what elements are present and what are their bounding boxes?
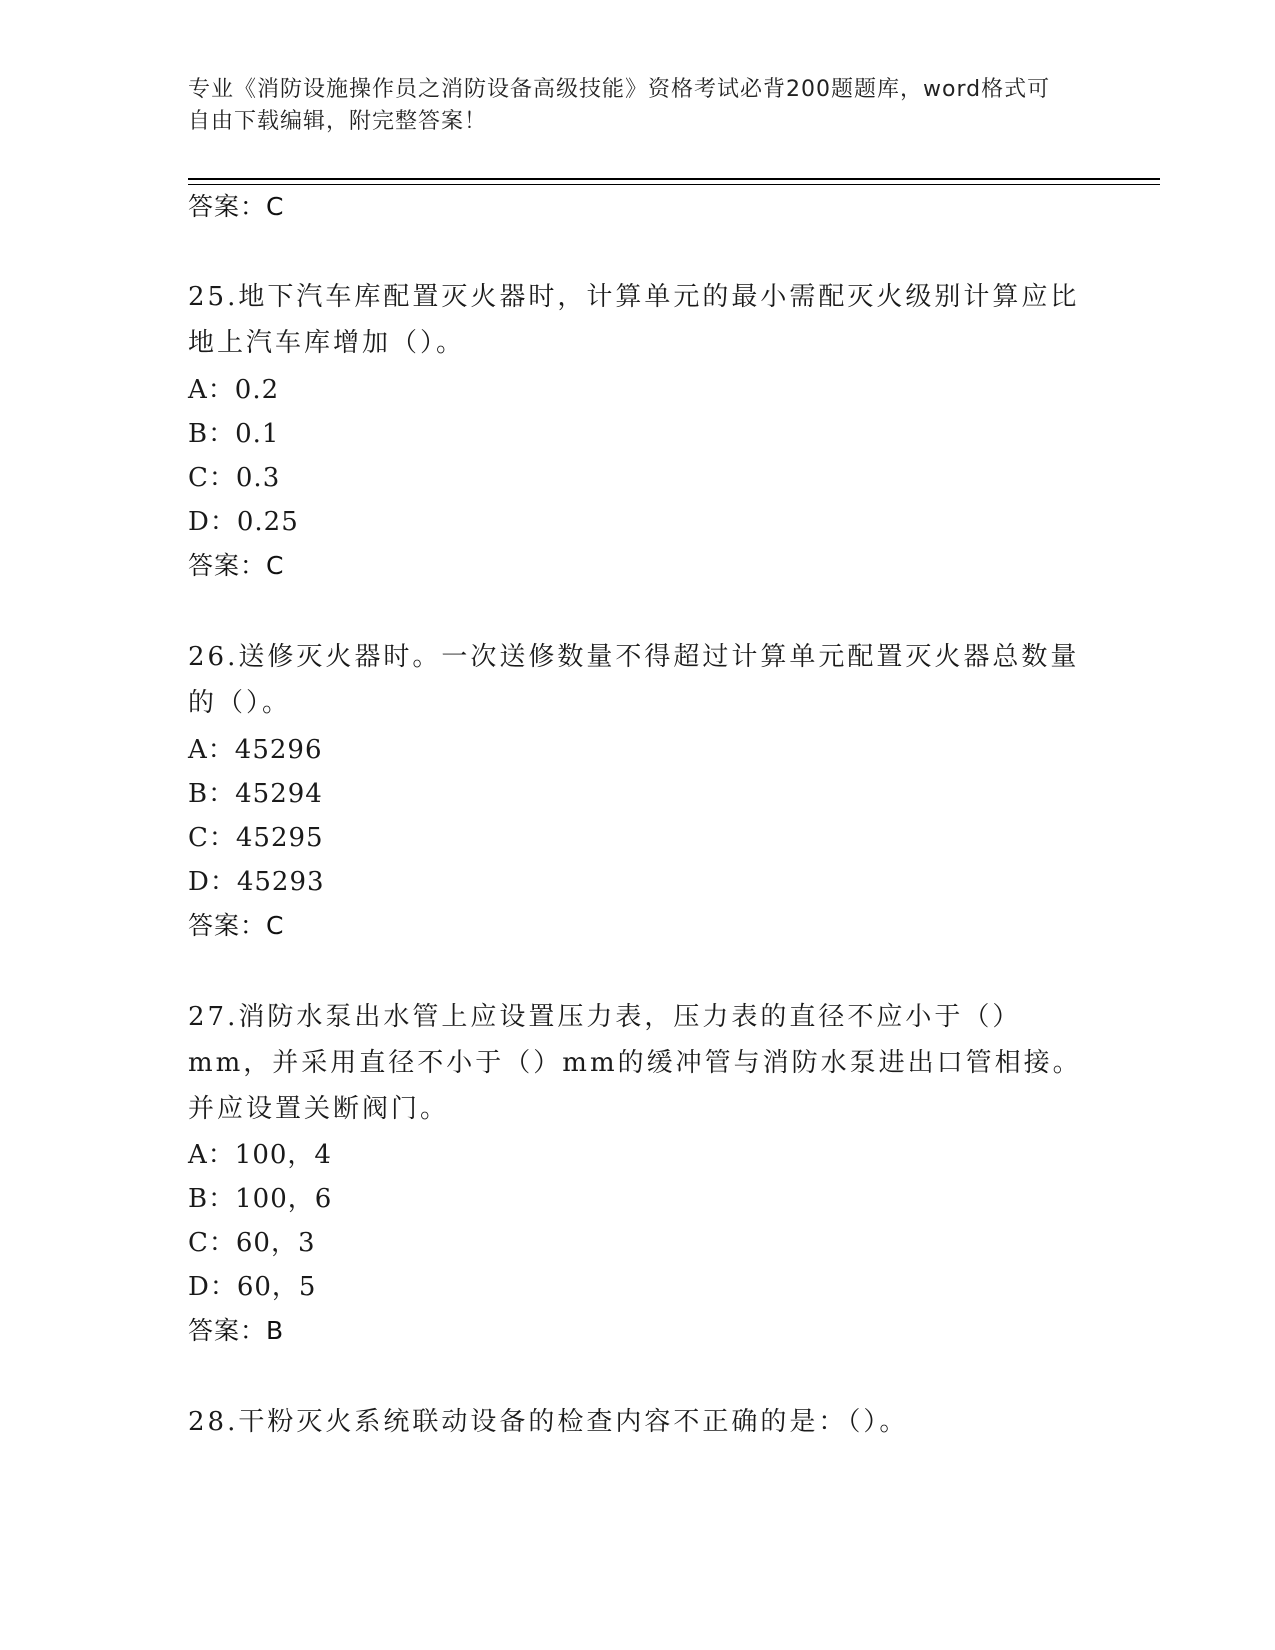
question-27-option-d: D：60，5 xyxy=(188,1272,317,1302)
question-25-option-b: B：0.1 xyxy=(188,419,280,449)
question-27-option-a: A：100，4 xyxy=(188,1140,332,1170)
question-26-option-c: C：45295 xyxy=(188,823,324,853)
question-25-option-a: A：0.2 xyxy=(188,375,280,405)
question-25-option-d: D：0.25 xyxy=(188,507,299,537)
question-26-option-a: A：45296 xyxy=(188,735,323,765)
document-header: 专业《消防设施操作员之消防设备高级技能》资格考试必背200题题库，word格式可自由下载编辑，附完整答案！ xyxy=(188,77,1051,134)
question-26-answer: 答案：C xyxy=(188,911,285,940)
question-27-option-c: C：60，3 xyxy=(188,1228,316,1258)
header-divider-thick xyxy=(188,178,1160,180)
question-27-text: 27.消防水泵出水管上应设置压力表，压力表的直径不应小于（）mm，并采用直径不小于（）mm的缓冲管与消防水泵进出口管相接。并应设置关断阀门。 xyxy=(188,1002,1082,1124)
question-25-option-c: C：0.3 xyxy=(188,463,281,493)
header-divider-thin xyxy=(188,184,1160,185)
question-26-text: 26.送修灭火器时。一次送修数量不得超过计算单元配置灭火器总数量的（）。 xyxy=(188,642,1080,718)
question-25-answer: 答案：C xyxy=(188,551,285,580)
question-26-option-d: D：45293 xyxy=(188,867,325,897)
question-28-text: 28.干粉灭火系统联动设备的检查内容不正确的是：（）。 xyxy=(188,1407,909,1437)
question-25-text: 25.地下汽车库配置灭火器时，计算单元的最小需配灭火级别计算应比地上汽车库增加（）。 xyxy=(188,282,1080,358)
answer-prev: 答案：C xyxy=(188,192,285,221)
question-27-answer: 答案：B xyxy=(188,1316,285,1345)
question-26-option-b: B：45294 xyxy=(188,779,323,809)
question-27-option-b: B：100，6 xyxy=(188,1184,333,1214)
